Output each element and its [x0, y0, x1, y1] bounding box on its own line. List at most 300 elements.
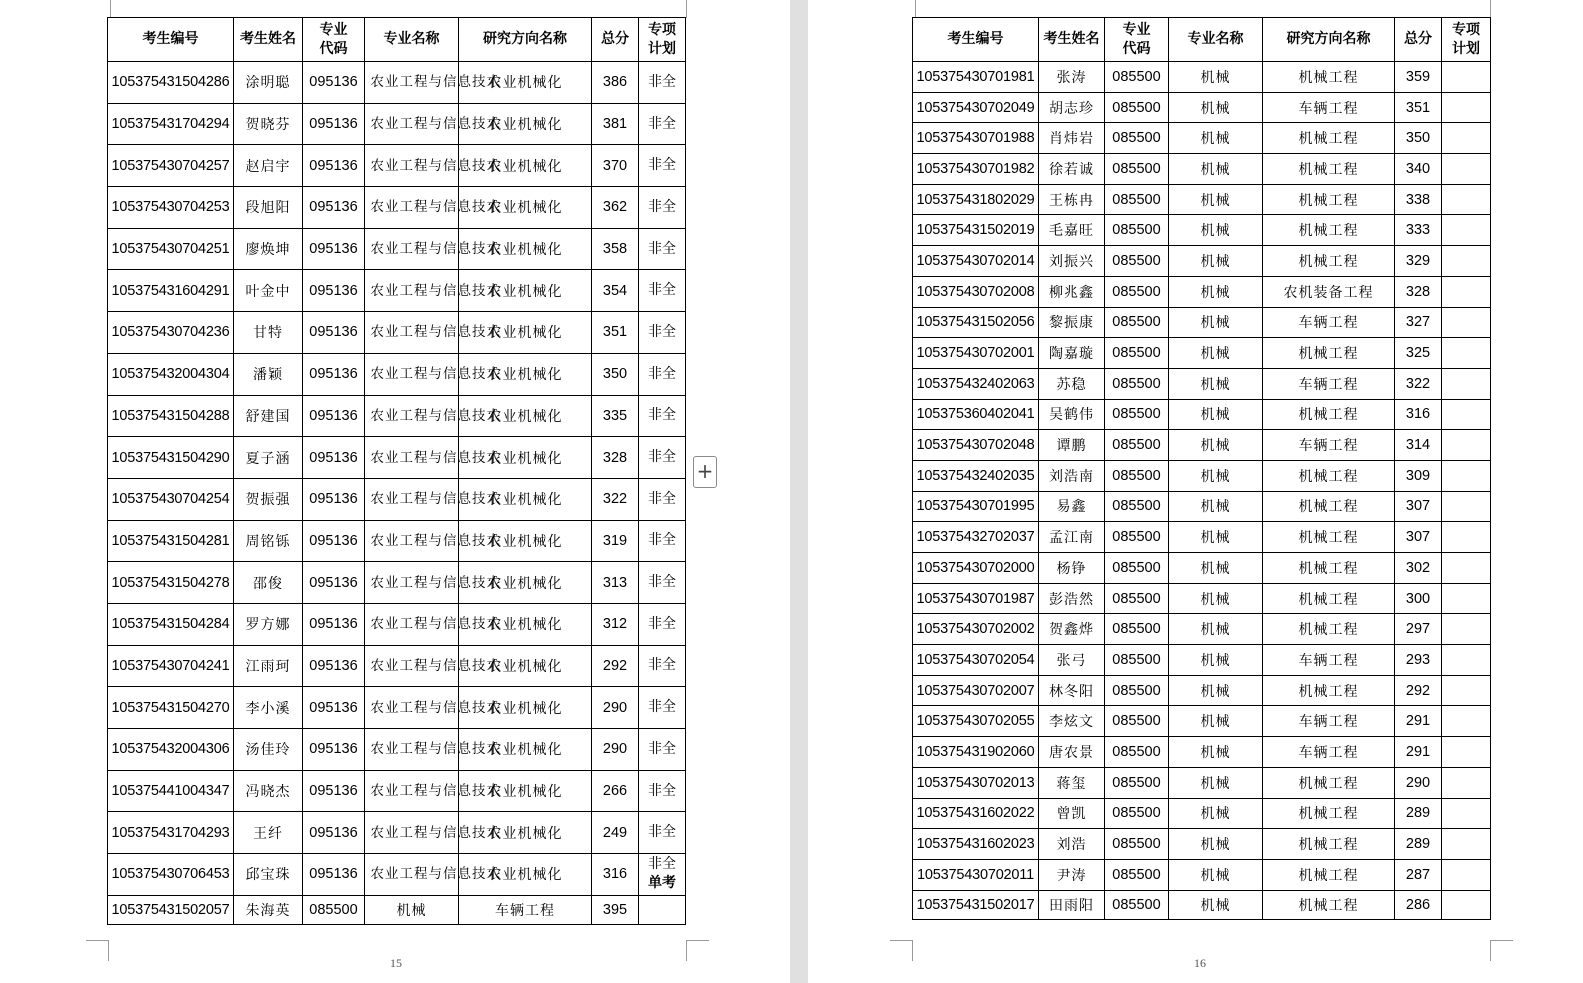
crop-mark — [686, 940, 709, 961]
special-plan-text: 非全 — [648, 115, 676, 132]
major-code-cell: 095136 — [303, 270, 365, 312]
candidate-name-cell: 张弓 — [1039, 645, 1105, 676]
special-plan-cell — [639, 228, 686, 270]
admission-table-right — [912, 17, 1491, 920]
candidate-id-cell: 105375430704257 — [108, 145, 234, 187]
research-direction-cell: 农业机械化 — [459, 187, 592, 229]
table-row — [108, 562, 686, 604]
candidate-id-cell: 105375431504290 — [108, 437, 234, 479]
table-row — [913, 154, 1491, 185]
candidate-name-cell: 黎振康 — [1039, 307, 1105, 338]
candidate-name-cell: 潘颖 — [234, 353, 303, 395]
special-plan-cell — [639, 312, 686, 354]
special-plan-cell — [1442, 614, 1491, 645]
candidate-id-cell: 105375430702008 — [913, 276, 1039, 307]
candidate-id-cell: 105375430702014 — [913, 246, 1039, 277]
research-direction-cell: 机械工程 — [1263, 154, 1395, 185]
candidate-name-cell: 刘浩南 — [1039, 460, 1105, 491]
major-name-cell — [365, 270, 501, 312]
special-plan-cell — [1442, 215, 1491, 246]
total-score-cell: 302 — [1395, 553, 1442, 584]
research-direction-cell: 农业机械化 — [459, 312, 592, 354]
header-research-direction: 研究方向名称 — [459, 18, 592, 62]
table-row — [108, 270, 686, 312]
major-name-text: 农业工程与信息技术 — [370, 157, 501, 174]
major-code-cell: 095136 — [303, 770, 365, 812]
special-plan-text: 非全 — [648, 365, 676, 382]
major-name-text: 机械 — [1200, 131, 1231, 148]
major-name-text: 机械 — [1200, 253, 1231, 270]
major-code-cell: 085500 — [1105, 184, 1169, 215]
major-code-cell: 085500 — [1105, 614, 1169, 645]
major-code-cell: 085500 — [1105, 706, 1169, 737]
candidate-id-cell: 105375431502057 — [108, 895, 234, 924]
major-code-cell: 085500 — [1105, 798, 1169, 829]
major-code-cell: 085500 — [1105, 430, 1169, 461]
research-direction-cell: 车辆工程 — [1263, 92, 1395, 123]
header-major-name: 专业名称 — [365, 18, 459, 62]
special-plan-cell — [639, 62, 686, 104]
candidate-name-cell: 贺振强 — [234, 478, 303, 520]
candidate-name-cell: 孟江南 — [1039, 522, 1105, 553]
special-plan-cell — [639, 562, 686, 604]
major-code-cell: 095136 — [303, 437, 365, 479]
candidate-id-cell: 105375430701981 — [913, 62, 1039, 93]
special-plan-cell — [1442, 338, 1491, 369]
candidate-name-cell: 柳兆鑫 — [1039, 276, 1105, 307]
table-row — [913, 184, 1491, 215]
table-row — [913, 123, 1491, 154]
major-code-cell: 085500 — [1105, 675, 1169, 706]
major-code-cell: 095136 — [303, 645, 365, 687]
research-direction-cell: 农业机械化 — [459, 228, 592, 270]
major-name-text: 机械 — [1200, 622, 1231, 639]
major-name-text: 机械 — [396, 902, 427, 919]
major-name-cell — [1169, 62, 1263, 93]
special-plan-cell — [1442, 399, 1491, 430]
candidate-name-cell: 蒋玺 — [1039, 767, 1105, 798]
major-name-text: 机械 — [1200, 591, 1231, 608]
research-direction-cell: 车辆工程 — [1263, 430, 1395, 461]
total-score-cell: 290 — [592, 687, 639, 729]
special-plan-text: 非全 — [648, 615, 676, 632]
special-plan-cell — [639, 729, 686, 771]
candidate-id-cell: 105375431602022 — [913, 798, 1039, 829]
major-name-text: 机械 — [1200, 192, 1231, 209]
major-code-cell: 085500 — [1105, 767, 1169, 798]
total-score-cell: 333 — [1395, 215, 1442, 246]
special-plan-cell — [1442, 553, 1491, 584]
candidate-id-cell: 105375430702048 — [913, 430, 1039, 461]
research-direction-cell: 农业机械化 — [459, 270, 592, 312]
major-code-cell: 095136 — [303, 62, 365, 104]
table-row — [108, 603, 686, 645]
table-row — [913, 399, 1491, 430]
table-row — [913, 491, 1491, 522]
major-name-text: 机械 — [1200, 376, 1231, 393]
candidate-name-cell: 冯晓杰 — [234, 770, 303, 812]
candidate-name-cell: 徐若诚 — [1039, 154, 1105, 185]
special-plan-cell — [1442, 645, 1491, 676]
candidate-id-cell: 105375430702054 — [913, 645, 1039, 676]
total-score-cell: 266 — [592, 770, 639, 812]
research-direction-cell: 农业机械化 — [459, 103, 592, 145]
header-candidate-id: 考生编号 — [108, 18, 234, 62]
crop-mark — [890, 940, 913, 961]
table-row — [913, 62, 1491, 93]
major-name-cell — [365, 812, 501, 854]
major-name-cell — [1169, 737, 1263, 768]
research-direction-cell: 农机装备工程 — [1263, 276, 1395, 307]
candidate-name-cell: 彭浩然 — [1039, 583, 1105, 614]
special-plan-cell — [639, 478, 686, 520]
major-name-cell — [1169, 123, 1263, 154]
major-code-cell: 095136 — [303, 353, 365, 395]
major-name-text: 机械 — [1200, 714, 1231, 731]
major-code-cell: 095136 — [303, 854, 365, 896]
document-page-15 — [0, 0, 790, 983]
total-score-cell: 322 — [592, 478, 639, 520]
major-name-cell — [365, 103, 501, 145]
table-row — [913, 798, 1491, 829]
candidate-name-cell: 田雨阳 — [1039, 890, 1105, 919]
special-plan-text: 非全 — [648, 198, 676, 215]
total-score-cell: 289 — [1395, 829, 1442, 860]
major-code-cell: 095136 — [303, 228, 365, 270]
candidate-name-cell: 汤佳玲 — [234, 729, 303, 771]
candidate-name-cell: 杨铮 — [1039, 553, 1105, 584]
candidate-name-cell: 肖炜岩 — [1039, 123, 1105, 154]
special-plan-cell — [639, 437, 686, 479]
candidate-name-cell: 王栋冉 — [1039, 184, 1105, 215]
major-name-text: 机械 — [1200, 683, 1231, 700]
special-plan-cell — [639, 520, 686, 562]
table-row — [108, 812, 686, 854]
candidate-id-cell: 105375431902060 — [913, 737, 1039, 768]
table-row — [913, 430, 1491, 461]
special-plan-cell — [1442, 154, 1491, 185]
candidate-id-cell: 105375432004306 — [108, 729, 234, 771]
candidate-id-cell: 105375432702037 — [913, 522, 1039, 553]
candidate-name-cell: 易鑫 — [1039, 491, 1105, 522]
major-code-cell: 085500 — [1105, 276, 1169, 307]
major-code-cell: 095136 — [303, 562, 365, 604]
total-score-cell: 300 — [1395, 583, 1442, 614]
table-row — [913, 246, 1491, 277]
special-plan-cell — [1442, 583, 1491, 614]
document-page-16 — [808, 0, 1583, 983]
major-name-cell — [1169, 706, 1263, 737]
major-code-cell: 085500 — [1105, 553, 1169, 584]
total-score-cell: 327 — [1395, 307, 1442, 338]
candidate-name-cell: 舒建国 — [234, 395, 303, 437]
research-direction-cell: 机械工程 — [1263, 829, 1395, 860]
special-plan-text: 非全 — [648, 73, 676, 90]
special-plan-text: 非全 — [648, 574, 676, 591]
candidate-id-cell: 105375430701988 — [913, 123, 1039, 154]
research-direction-cell: 农业机械化 — [459, 478, 592, 520]
candidate-id-cell: 105375430704253 — [108, 187, 234, 229]
table-row — [108, 228, 686, 270]
major-code-cell: 085500 — [1105, 62, 1169, 93]
candidate-name-cell: 尹涛 — [1039, 859, 1105, 890]
table-row — [913, 890, 1491, 919]
special-plan-cell — [1442, 706, 1491, 737]
research-direction-cell: 车辆工程 — [1263, 737, 1395, 768]
header-major-code: 专业代码 — [1105, 18, 1169, 62]
special-plan-text: 非全 — [648, 240, 676, 257]
major-code-cell: 085500 — [1105, 737, 1169, 768]
special-plan-cell — [639, 187, 686, 229]
major-name-text: 机械 — [1200, 897, 1231, 914]
candidate-name-cell: 胡志珍 — [1039, 92, 1105, 123]
add-row-button[interactable] — [693, 456, 717, 488]
major-code-cell: 085500 — [303, 895, 365, 924]
total-score-cell: 358 — [592, 228, 639, 270]
major-name-text: 农业工程与信息技术 — [370, 657, 501, 674]
special-plan-cell — [1442, 890, 1491, 919]
major-name-cell — [1169, 491, 1263, 522]
table-row — [108, 729, 686, 771]
major-name-cell — [1169, 614, 1263, 645]
candidate-name-cell: 周铭铄 — [234, 520, 303, 562]
candidate-id-cell: 105375430701982 — [913, 154, 1039, 185]
major-name-cell — [1169, 246, 1263, 277]
major-name-text: 机械 — [1200, 652, 1231, 669]
major-name-text: 机械 — [1200, 530, 1231, 547]
table-row — [108, 103, 686, 145]
table-row — [913, 522, 1491, 553]
total-score-cell: 313 — [592, 562, 639, 604]
research-direction-cell: 机械工程 — [1263, 890, 1395, 919]
header-research-direction: 研究方向名称 — [1263, 18, 1395, 62]
candidate-name-cell: 曾凯 — [1039, 798, 1105, 829]
total-score-cell: 293 — [1395, 645, 1442, 676]
major-code-cell: 095136 — [303, 187, 365, 229]
major-code-cell: 095136 — [303, 478, 365, 520]
major-code-cell: 085500 — [1105, 890, 1169, 919]
major-name-text: 机械 — [1200, 438, 1231, 455]
total-score-cell: 289 — [1395, 798, 1442, 829]
major-name-text: 农业工程与信息技术 — [370, 449, 501, 466]
major-name-cell — [365, 562, 501, 604]
special-plan-cell — [639, 645, 686, 687]
research-direction-cell: 农业机械化 — [459, 687, 592, 729]
major-code-cell: 095136 — [303, 603, 365, 645]
table-row — [913, 737, 1491, 768]
major-name-text: 机械 — [1200, 775, 1231, 792]
total-score-cell: 335 — [592, 395, 639, 437]
major-name-text: 农业工程与信息技术 — [370, 866, 501, 883]
major-code-cell: 095136 — [303, 103, 365, 145]
total-score-cell: 329 — [1395, 246, 1442, 277]
candidate-id-cell: 105375430706453 — [108, 854, 234, 896]
special-plan-cell — [1442, 491, 1491, 522]
candidate-name-cell: 赵启宇 — [234, 145, 303, 187]
research-direction-cell: 农业机械化 — [459, 603, 592, 645]
total-score-cell: 307 — [1395, 491, 1442, 522]
major-name-text: 农业工程与信息技术 — [370, 824, 501, 841]
research-direction-cell: 农业机械化 — [459, 645, 592, 687]
major-name-cell — [1169, 798, 1263, 829]
major-code-cell: 085500 — [1105, 859, 1169, 890]
table-row — [913, 767, 1491, 798]
special-plan-cell — [1442, 123, 1491, 154]
major-code-cell: 085500 — [1105, 92, 1169, 123]
total-score-cell: 351 — [592, 312, 639, 354]
major-name-cell — [1169, 307, 1263, 338]
research-direction-cell: 机械工程 — [1263, 246, 1395, 277]
major-code-cell: 085500 — [1105, 246, 1169, 277]
research-direction-cell: 车辆工程 — [1263, 706, 1395, 737]
special-plan-cell — [639, 687, 686, 729]
special-plan-text: 非全 — [648, 490, 676, 507]
major-name-text: 机械 — [1200, 161, 1231, 178]
total-score-cell: 328 — [1395, 276, 1442, 307]
candidate-id-cell: 105375430702013 — [913, 767, 1039, 798]
table-row — [913, 215, 1491, 246]
major-name-text: 农业工程与信息技术 — [370, 116, 501, 133]
table-row — [108, 478, 686, 520]
major-name-text: 农业工程与信息技术 — [370, 74, 501, 91]
major-name-text: 机械 — [1200, 284, 1231, 301]
major-name-text: 机械 — [1200, 407, 1231, 424]
header-candidate-name: 考生姓名 — [234, 18, 303, 62]
major-name-text: 机械 — [1200, 560, 1231, 577]
candidate-id-cell: 105375430702011 — [913, 859, 1039, 890]
major-name-text: 机械 — [1200, 867, 1231, 884]
total-score-cell: 290 — [1395, 767, 1442, 798]
candidate-name-cell: 江雨珂 — [234, 645, 303, 687]
major-code-cell: 085500 — [1105, 307, 1169, 338]
candidate-id-cell: 105375431504288 — [108, 395, 234, 437]
total-score-cell: 370 — [592, 145, 639, 187]
research-direction-cell: 机械工程 — [1263, 338, 1395, 369]
research-direction-cell: 车辆工程 — [1263, 645, 1395, 676]
research-direction-cell: 农业机械化 — [459, 520, 592, 562]
research-direction-cell: 农业机械化 — [459, 729, 592, 771]
crop-mark — [893, 0, 916, 18]
total-score-cell: 287 — [1395, 859, 1442, 890]
major-code-cell: 095136 — [303, 145, 365, 187]
major-name-cell — [365, 520, 501, 562]
table-row — [913, 645, 1491, 676]
candidate-name-cell: 涂明聪 — [234, 62, 303, 104]
major-name-cell — [365, 729, 501, 771]
special-plan-cell — [639, 854, 686, 896]
major-name-cell — [365, 353, 501, 395]
major-code-cell: 085500 — [1105, 491, 1169, 522]
major-name-cell — [1169, 583, 1263, 614]
research-direction-cell: 车辆工程 — [459, 895, 592, 924]
candidate-name-cell: 谭鹏 — [1039, 430, 1105, 461]
major-name-text: 农业工程与信息技术 — [370, 491, 501, 508]
major-code-cell: 095136 — [303, 520, 365, 562]
page-number: 16 — [1194, 956, 1206, 970]
table-row — [913, 92, 1491, 123]
major-name-cell — [1169, 645, 1263, 676]
major-code-cell: 085500 — [1105, 583, 1169, 614]
major-name-cell — [1169, 430, 1263, 461]
total-score-cell: 350 — [592, 353, 639, 395]
special-plan-text: 非全 — [648, 740, 676, 757]
major-name-text: 机械 — [1200, 223, 1231, 240]
header-total-score: 总分 — [592, 18, 639, 62]
major-name-text: 农业工程与信息技术 — [370, 407, 501, 424]
candidate-name-cell: 贺鑫烨 — [1039, 614, 1105, 645]
total-score-cell: 292 — [1395, 675, 1442, 706]
total-score-cell: 292 — [592, 645, 639, 687]
research-direction-cell: 机械工程 — [1263, 522, 1395, 553]
research-direction-cell: 机械工程 — [1263, 123, 1395, 154]
candidate-id-cell: 105375431504278 — [108, 562, 234, 604]
major-name-text: 农业工程与信息技术 — [370, 199, 501, 216]
research-direction-cell: 农业机械化 — [459, 145, 592, 187]
research-direction-cell: 农业机械化 — [459, 770, 592, 812]
research-direction-cell: 机械工程 — [1263, 215, 1395, 246]
table-row — [913, 307, 1491, 338]
major-name-cell — [365, 895, 459, 924]
special-plan-cell — [1442, 307, 1491, 338]
major-name-text: 农业工程与信息技术 — [370, 699, 501, 716]
candidate-id-cell: 105375431502019 — [913, 215, 1039, 246]
major-name-text: 机械 — [1200, 499, 1231, 516]
research-direction-cell: 机械工程 — [1263, 614, 1395, 645]
major-name-cell — [1169, 276, 1263, 307]
major-name-cell — [1169, 338, 1263, 369]
special-plan-text: 非全 — [648, 282, 676, 299]
table-row — [108, 145, 686, 187]
table-row — [108, 62, 686, 104]
table-row — [108, 520, 686, 562]
candidate-name-cell: 唐农景 — [1039, 737, 1105, 768]
major-name-text: 农业工程与信息技术 — [370, 282, 501, 299]
candidate-name-cell: 李小溪 — [234, 687, 303, 729]
table-row — [108, 645, 686, 687]
major-name-text: 机械 — [1200, 744, 1231, 761]
major-name-text: 农业工程与信息技术 — [370, 241, 501, 258]
candidate-id-cell: 105375431504270 — [108, 687, 234, 729]
table-row — [108, 312, 686, 354]
candidate-id-cell: 105375430702049 — [913, 92, 1039, 123]
major-name-cell — [1169, 92, 1263, 123]
research-direction-cell: 机械工程 — [1263, 859, 1395, 890]
major-name-cell — [365, 145, 501, 187]
major-name-text: 机械 — [1200, 837, 1231, 854]
special-plan-cell — [1442, 368, 1491, 399]
table-row — [108, 437, 686, 479]
header-candidate-id: 考生编号 — [913, 18, 1039, 62]
total-score-cell: 307 — [1395, 522, 1442, 553]
research-direction-cell: 农业机械化 — [459, 437, 592, 479]
special-plan-cell — [639, 770, 686, 812]
candidate-id-cell: 105375430704236 — [108, 312, 234, 354]
special-plan-cell — [1442, 62, 1491, 93]
candidate-name-cell: 毛嘉旺 — [1039, 215, 1105, 246]
candidate-name-cell: 陶嘉璇 — [1039, 338, 1105, 369]
special-plan-cell — [639, 353, 686, 395]
total-score-cell: 314 — [1395, 430, 1442, 461]
research-direction-cell: 机械工程 — [1263, 798, 1395, 829]
total-score-cell: 340 — [1395, 154, 1442, 185]
major-name-text: 农业工程与信息技术 — [370, 324, 501, 341]
special-plan-text: 非全 — [648, 449, 676, 466]
table-row — [913, 276, 1491, 307]
total-score-cell: 338 — [1395, 184, 1442, 215]
major-name-cell — [1169, 154, 1263, 185]
major-name-text: 农业工程与信息技术 — [370, 366, 501, 383]
candidate-id-cell: 105375431504286 — [108, 62, 234, 104]
